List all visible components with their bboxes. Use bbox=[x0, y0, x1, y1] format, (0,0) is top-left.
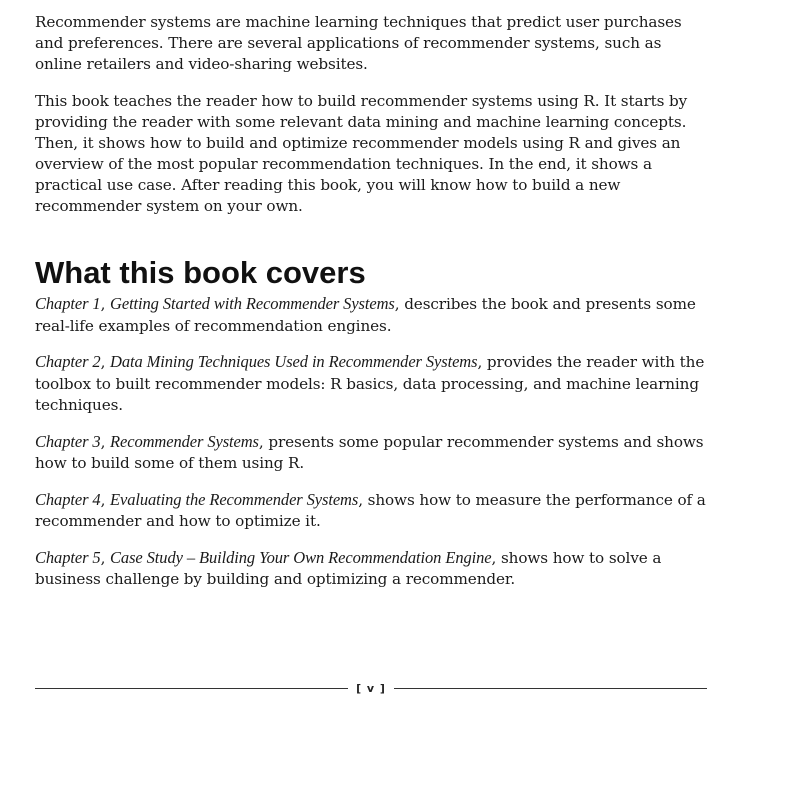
chapter-number: Chapter 5 bbox=[35, 547, 101, 567]
chapter-entry: Chapter 4, Evaluating the Recommender Systems, shows how to measure the performance of a recommender and how to optimize it. bbox=[35, 489, 706, 530]
chapter-description: , shows how to measure the performance of a recommender and how to optimize it. bbox=[35, 490, 706, 530]
section-heading: What this book covers bbox=[35, 255, 366, 290]
chapter-description: , presents some popular recommender systems and shows how to build some of them using R. bbox=[35, 432, 704, 472]
chapter-entry: Chapter 1, Getting Started with Recommender Systems, describes the book and presents some real-life examples of recommendation engines. bbox=[35, 294, 696, 335]
chapter-entry: Chapter 3, Recommender Systems, presents some popular recommender systems and shows how to build some of them using R. bbox=[35, 431, 704, 472]
chapter-number: Chapter 4 bbox=[35, 489, 101, 509]
chapter-number: Chapter 3 bbox=[35, 431, 101, 451]
page-footer bbox=[35, 680, 707, 696]
chapter-title: Getting Started with Recommender Systems bbox=[110, 294, 395, 313]
intro-paragraph: This book teaches the reader how to build recommender systems using R. It starts by providing the reader with some relevant data mining and machine learning concepts. Then, it shows how to build and optimize recommender models using R and gives an overview of the most popular recommendation techniques. In the end, it shows a practical use case. After reading this book, you will know how to build a new recommender system on your own. bbox=[35, 92, 688, 215]
page-number: [ v ] bbox=[356, 681, 386, 695]
chapter-description: , describes the book and presents some real-life examples of recommendation engines. bbox=[35, 295, 696, 335]
chapter-entry: Chapter 2, Data Mining Techniques Used in Recommender Systems, provides the reader with the toolbox to built recommender models: R basics, data processing, and machine learning techniques. bbox=[35, 352, 705, 414]
footer-rule-right bbox=[394, 688, 707, 689]
chapter-title: Data Mining Techniques Used in Recommender Systems bbox=[110, 352, 478, 371]
chapter-entry: Chapter 5, Case Study – Building Your Own Recommendation Engine, shows how to solve a business challenge by building and optimizing a recommender. bbox=[35, 547, 662, 588]
footer-rule-left bbox=[35, 688, 348, 689]
chapter-number: Chapter 2 bbox=[35, 352, 101, 371]
chapter-title: Evaluating the Recommender Systems bbox=[110, 489, 359, 509]
chapter-description: , provides the reader with the toolbox to built recommender models: R basics, data processing, and machine learning techniques. bbox=[35, 353, 705, 414]
chapter-description: , shows how to solve a business challenge by building and optimizing a recommender. bbox=[35, 548, 662, 588]
page-content bbox=[35, 12, 707, 605]
chapter-title: Recommender Systems bbox=[110, 431, 259, 451]
chapter-number: Chapter 1 bbox=[35, 294, 101, 313]
intro-paragraph: Recommender systems are machine learning techniques that predict user purchases and preferences. There are several applications of recommender systems, such as online retailers and video-sharing websites. bbox=[35, 13, 682, 73]
chapter-title: Case Study – Building Your Own Recommendation Engine bbox=[110, 547, 492, 567]
